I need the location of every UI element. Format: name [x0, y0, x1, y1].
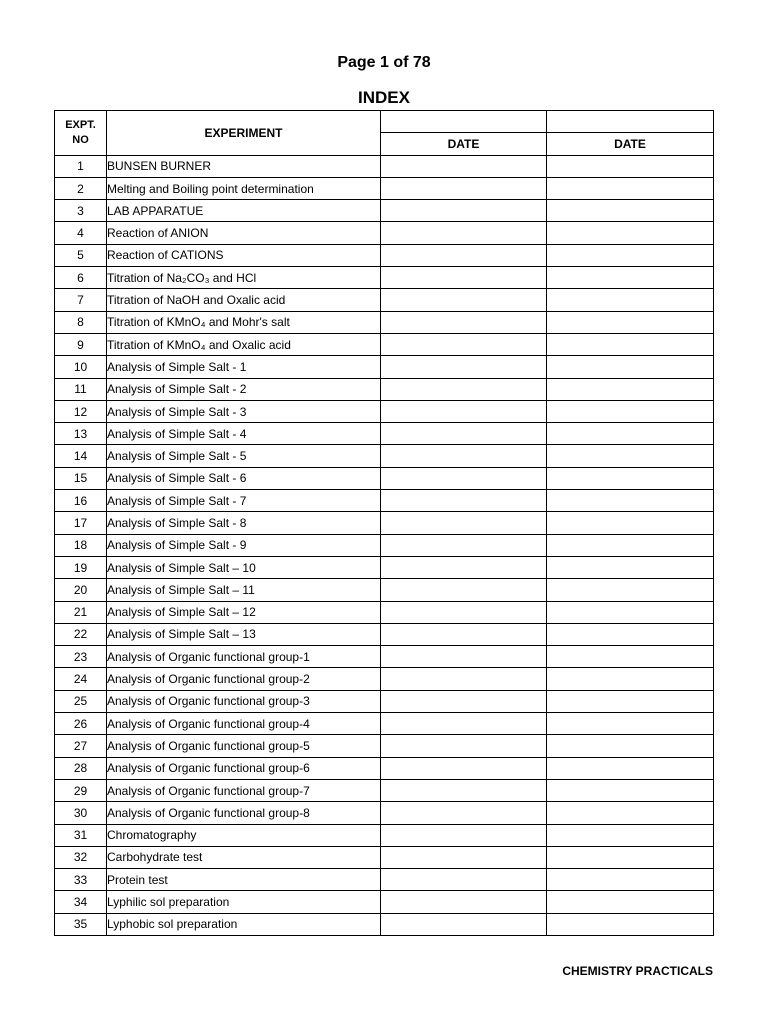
date-header-2: DATE [547, 133, 714, 155]
table-row [55, 579, 714, 601]
table-row [55, 311, 714, 333]
experiment-name-cell: Titration of KMnO₄ and Mohr's salt [107, 311, 381, 333]
expt-number-cell: 2 [55, 177, 107, 199]
expt-number-cell: 9 [55, 333, 107, 355]
date-cell-1 [381, 824, 547, 846]
date-column-1-blank-header [381, 111, 547, 133]
experiment-name-cell: Analysis of Organic functional group-4 [107, 713, 381, 735]
date-cell-1 [381, 869, 547, 891]
date-cell-2 [547, 579, 714, 601]
table-row [55, 400, 714, 422]
experiment-name-cell: Analysis of Organic functional group-2 [107, 668, 381, 690]
date-cell-1 [381, 200, 547, 222]
expt-number-cell: 6 [55, 267, 107, 289]
table-row [55, 779, 714, 801]
page-number: Page 1 of 78 [337, 54, 431, 71]
expt-number-cell: 27 [55, 735, 107, 757]
expt-number-cell: 3 [55, 200, 107, 222]
table-row [55, 757, 714, 779]
experiment-name-cell: Analysis of Organic functional group-6 [107, 757, 381, 779]
expt-number-cell: 30 [55, 802, 107, 824]
table-row [55, 824, 714, 846]
experiment-name-cell: Titration of NaOH and Oxalic acid [107, 289, 381, 311]
date-cell-1 [381, 556, 547, 578]
table-row [55, 601, 714, 623]
table-row [55, 869, 714, 891]
date-cell-1 [381, 423, 547, 445]
index-table [54, 110, 714, 936]
experiment-name-cell: Lyphilic sol preparation [107, 891, 381, 913]
date-cell-2 [547, 735, 714, 757]
date-cell-1 [381, 490, 547, 512]
date-cell-1 [381, 467, 547, 489]
table-row [55, 200, 714, 222]
date-cell-2 [547, 222, 714, 244]
date-cell-2 [547, 400, 714, 422]
table-body [55, 155, 714, 935]
expt-number-cell: 32 [55, 846, 107, 868]
date-cell-2 [547, 601, 714, 623]
table-row [55, 467, 714, 489]
date-cell-2 [547, 623, 714, 645]
date-cell-2 [547, 846, 714, 868]
experiment-name-cell: LAB APPARATUE [107, 200, 381, 222]
date-cell-1 [381, 713, 547, 735]
table-row [55, 333, 714, 355]
experiment-name-cell: Analysis of Simple Salt - 2 [107, 378, 381, 400]
experiment-name-cell: Analysis of Organic functional group-3 [107, 690, 381, 712]
table-row [55, 646, 714, 668]
table-row [55, 802, 714, 824]
table-row [55, 155, 714, 177]
table-row [55, 690, 714, 712]
expt-number-cell: 23 [55, 646, 107, 668]
date-cell-2 [547, 556, 714, 578]
date-cell-1 [381, 534, 547, 556]
date-cell-2 [547, 244, 714, 266]
date-cell-1 [381, 333, 547, 355]
experiment-name-cell: Titration of KMnO₄ and Oxalic acid [107, 333, 381, 355]
date-cell-2 [547, 824, 714, 846]
table-row [55, 378, 714, 400]
date-cell-2 [547, 512, 714, 534]
date-cell-2 [547, 356, 714, 378]
expt-number-cell: 7 [55, 289, 107, 311]
expt-number-cell: 28 [55, 757, 107, 779]
experiment-name-cell: Analysis of Simple Salt - 4 [107, 423, 381, 445]
date-cell-1 [381, 222, 547, 244]
experiment-name-cell: Analysis of Simple Salt – 11 [107, 579, 381, 601]
expt-number-cell: 24 [55, 668, 107, 690]
table-row [55, 267, 714, 289]
table-header [55, 111, 714, 156]
expt-no-header-line1: EXPT. [65, 118, 96, 131]
table-row [55, 735, 714, 757]
date-cell-1 [381, 846, 547, 868]
experiment-name-cell: Analysis of Simple Salt - 8 [107, 512, 381, 534]
date-cell-1 [381, 601, 547, 623]
date-cell-2 [547, 713, 714, 735]
date-cell-2 [547, 289, 714, 311]
date-cell-2 [547, 177, 714, 199]
page-title: INDEX [358, 88, 410, 107]
expt-number-cell: 18 [55, 534, 107, 556]
table-row [55, 713, 714, 735]
date-cell-2 [547, 668, 714, 690]
date-cell-1 [381, 512, 547, 534]
date-cell-1 [381, 623, 547, 645]
experiment-name-cell: Reaction of ANION [107, 222, 381, 244]
date-cell-2 [547, 423, 714, 445]
table-row [55, 846, 714, 868]
expt-number-cell: 31 [55, 824, 107, 846]
date-cell-1 [381, 445, 547, 467]
expt-number-cell: 22 [55, 623, 107, 645]
experiment-name-cell: Analysis of Simple Salt - 7 [107, 490, 381, 512]
table-row [55, 222, 714, 244]
date-cell-2 [547, 534, 714, 556]
experiment-name-cell: Analysis of Simple Salt – 12 [107, 601, 381, 623]
date-cell-1 [381, 891, 547, 913]
expt-no-header-line2: NO [72, 133, 89, 146]
experiment-name-cell: Protein test [107, 869, 381, 891]
table-row [55, 668, 714, 690]
expt-number-cell: 25 [55, 690, 107, 712]
experiment-name-cell: Chromatography [107, 824, 381, 846]
date-cell-2 [547, 757, 714, 779]
expt-number-cell: 26 [55, 713, 107, 735]
experiment-name-cell: Lyphobic sol preparation [107, 913, 381, 935]
date-cell-1 [381, 668, 547, 690]
experiment-name-cell: Analysis of Organic functional group-1 [107, 646, 381, 668]
date-cell-2 [547, 869, 714, 891]
experiment-name-cell: Analysis of Simple Salt - 6 [107, 467, 381, 489]
expt-number-cell: 34 [55, 891, 107, 913]
experiment-name-cell: Analysis of Simple Salt - 3 [107, 400, 381, 422]
experiment-name-cell: Analysis of Simple Salt - 5 [107, 445, 381, 467]
date-cell-2 [547, 267, 714, 289]
date-cell-2 [547, 333, 714, 355]
date-cell-1 [381, 400, 547, 422]
experiment-header: EXPERIMENT [107, 111, 381, 156]
experiment-name-cell: Titration of Na₂CO₃ and HCl [107, 267, 381, 289]
expt-number-cell: 13 [55, 423, 107, 445]
date-header-1: DATE [381, 133, 547, 155]
date-cell-1 [381, 378, 547, 400]
table-row [55, 177, 714, 199]
date-cell-1 [381, 177, 547, 199]
expt-number-cell: 10 [55, 356, 107, 378]
expt-number-cell: 29 [55, 779, 107, 801]
expt-number-cell: 5 [55, 244, 107, 266]
date-cell-2 [547, 311, 714, 333]
expt-number-cell: 21 [55, 601, 107, 623]
table-row [55, 289, 714, 311]
date-cell-1 [381, 779, 547, 801]
experiment-name-cell: Analysis of Simple Salt – 10 [107, 556, 381, 578]
date-cell-1 [381, 356, 547, 378]
experiment-name-cell: Analysis of Organic functional group-8 [107, 802, 381, 824]
table-row [55, 891, 714, 913]
table-row [55, 445, 714, 467]
expt-number-cell: 15 [55, 467, 107, 489]
experiment-name-cell: Reaction of CATIONS [107, 244, 381, 266]
date-cell-1 [381, 289, 547, 311]
table-row [55, 423, 714, 445]
date-cell-2 [547, 200, 714, 222]
experiment-name-cell: Melting and Boiling point determination [107, 177, 381, 199]
expt-no-header [55, 111, 107, 156]
expt-number-cell: 19 [55, 556, 107, 578]
date-cell-1 [381, 802, 547, 824]
date-cell-2 [547, 646, 714, 668]
table-row [55, 556, 714, 578]
date-cell-2 [547, 155, 714, 177]
date-cell-2 [547, 445, 714, 467]
experiment-name-cell: Carbohydrate test [107, 846, 381, 868]
table-row [55, 534, 714, 556]
date-cell-2 [547, 913, 714, 935]
table-row [55, 623, 714, 645]
date-cell-1 [381, 690, 547, 712]
expt-number-cell: 17 [55, 512, 107, 534]
expt-number-cell: 20 [55, 579, 107, 601]
expt-number-cell: 1 [55, 155, 107, 177]
table-row [55, 490, 714, 512]
date-cell-1 [381, 267, 547, 289]
date-cell-1 [381, 579, 547, 601]
expt-number-cell: 14 [55, 445, 107, 467]
date-cell-2 [547, 490, 714, 512]
expt-number-cell: 4 [55, 222, 107, 244]
experiment-name-cell: Analysis of Simple Salt - 9 [107, 534, 381, 556]
date-cell-2 [547, 802, 714, 824]
date-cell-1 [381, 311, 547, 333]
experiment-name-cell: Analysis of Organic functional group-7 [107, 779, 381, 801]
expt-number-cell: 12 [55, 400, 107, 422]
date-cell-1 [381, 757, 547, 779]
date-cell-1 [381, 646, 547, 668]
expt-number-cell: 16 [55, 490, 107, 512]
experiment-name-cell: Analysis of Simple Salt - 1 [107, 356, 381, 378]
date-cell-1 [381, 155, 547, 177]
experiment-name-cell: BUNSEN BURNER [107, 155, 381, 177]
date-cell-2 [547, 690, 714, 712]
date-cell-2 [547, 891, 714, 913]
expt-number-cell: 8 [55, 311, 107, 333]
expt-number-cell: 11 [55, 378, 107, 400]
table-row [55, 512, 714, 534]
date-cell-1 [381, 244, 547, 266]
expt-number-cell: 35 [55, 913, 107, 935]
date-cell-1 [381, 735, 547, 757]
footer-label: CHEMISTRY PRACTICALS [562, 964, 713, 978]
table-row [55, 244, 714, 266]
date-cell-1 [381, 913, 547, 935]
date-cell-2 [547, 378, 714, 400]
date-cell-2 [547, 779, 714, 801]
experiment-name-cell: Analysis of Simple Salt – 13 [107, 623, 381, 645]
table-row [55, 913, 714, 935]
date-cell-2 [547, 467, 714, 489]
experiment-name-cell: Analysis of Organic functional group-5 [107, 735, 381, 757]
table-row [55, 356, 714, 378]
expt-number-cell: 33 [55, 869, 107, 891]
date-column-2-blank-header [547, 111, 714, 133]
